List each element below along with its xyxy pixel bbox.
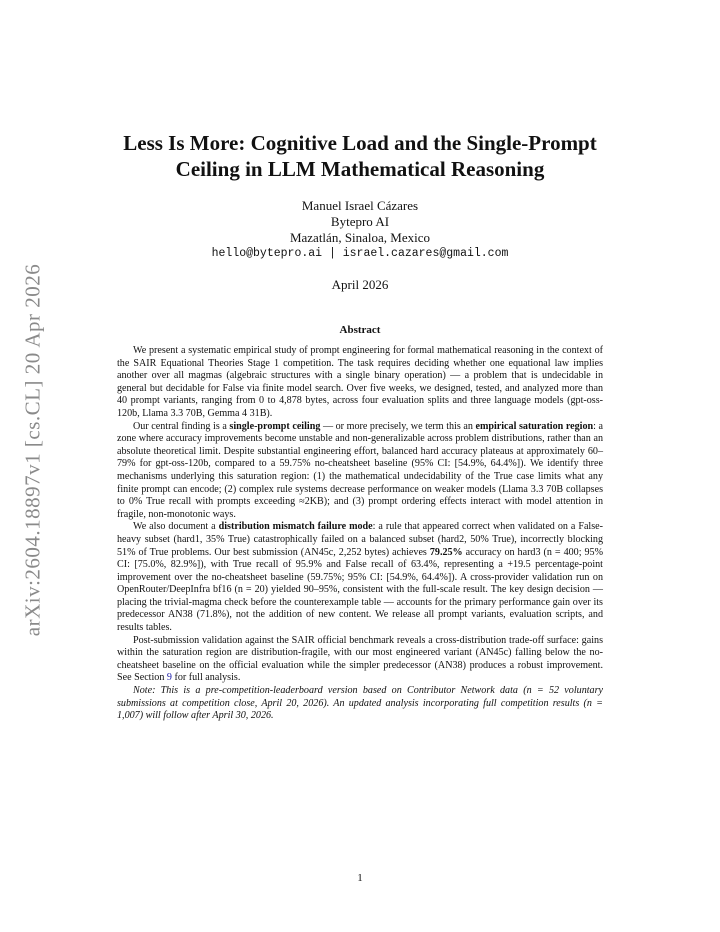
bold-accuracy-value: 79.25% bbox=[429, 546, 463, 558]
title-line-1: Less Is More: Cognitive Load and the Single-Prompt bbox=[123, 131, 597, 155]
abstract-paragraph-3 bbox=[117, 521, 603, 634]
author-affiliation: Bytepro AI bbox=[330, 214, 390, 229]
paper-title bbox=[60, 130, 660, 182]
abstract-text: Post-submission validation against the SAIR official benchmark reveals a cross-distribution trade-off surface: gains within the saturation region are distribution-fragile, with our most engineered variant (AN45c) falling below the no-cheatsheet baseline on the official evaluation while the simpler predecessor (AN38) produces a robust improvement. See Section bbox=[117, 634, 603, 684]
section-reference-link[interactable]: 9 bbox=[166, 672, 172, 684]
author-block bbox=[110, 198, 610, 262]
abstract-paragraph-1: We present a systematic empirical study of prompt engineering for formal mathematical reasoning in the context of the SAIR Equational Theories Stage 1 competition. The task requires deciding whether one equational law implies another over all magmas (algebraic structures with a single binary operation) — a problem that is undecidable in general but decidable for False via finite model search. Over five weeks, we designed, tested, and analyzed more than 40 prompt variants, ranging from 0 to 4,878 bytes, across four evaluation splits and three language models (gpt-oss-120b, Llama 3.3 70B, Gemma 4 31B). bbox=[117, 345, 603, 419]
abstract-text: for full analysis. bbox=[171, 672, 241, 684]
author-location: Mazatlán, Sinaloa, Mexico bbox=[289, 230, 431, 245]
abstract-text: Our central finding is a bbox=[133, 420, 230, 432]
author-emails[interactable]: hello@bytepro.ai | israel.cazares@gmail.com bbox=[211, 247, 509, 260]
bold-term-single-prompt-ceiling: single-prompt ceiling bbox=[229, 420, 321, 432]
abstract-body bbox=[117, 345, 603, 723]
paper-date: April 2026 bbox=[331, 277, 389, 292]
abstract-text: : a rule that appeared correct when validated on a False-heavy subset (hard1, 35% True) catastrophically failed on a balanced subset (hard2, 50% True), incorrectly blocking 51% of True problems. Our best submission (AN45c, 2,252 bytes) achieves bbox=[117, 521, 604, 558]
abstract-text: We also document a bbox=[133, 521, 219, 533]
arxiv-identifier-stamp[interactable]: arXiv:2604.18897v1 [cs.CL] 20 Apr 2026 bbox=[20, 263, 45, 637]
page-number: 1 bbox=[357, 872, 363, 884]
abstract-paragraph-2 bbox=[117, 421, 603, 522]
abstract-text: : a zone where accuracy improvements become unstable and non-generalizable across problem distributions, rather than an absolute theoretical limit. Despite substantial engineering effort, balanced hard accuracy plateaus at approximately 60–79% for gpt-oss-120b, compared to a 59.75% no-cheatsheet baseline (95% CI: [54.9%, 64.4%]). We identify three mechanisms underlying this saturation region: (1) the mathematical undecidability of the True case limits what any finite prompt can encode; (2) complex rule systems decrease performance on weaker models (Llama 3.3 70B collapses to 0% True recall with prompts exceeding ≈2KB); and (3) prompt ordering effects interact with model attention in fragile, non-monotonic ways. bbox=[117, 420, 603, 520]
abstract-paragraph-4 bbox=[117, 635, 603, 685]
abstract-text: — or more precisely, we term this an bbox=[320, 420, 476, 432]
bold-term-saturation-region: empirical saturation region bbox=[475, 420, 594, 432]
abstract-text: accuracy on hard3 (n = 400; 95% CI: [75.0%, 82.9%]), with True recall of 95.9% and False recall of 63.4%, representing a +19.5 percentage-point improvement over the no-cheatsheet baseline (59.75%; 95% CI: [54.9%, 64.4%]). A cross-provider validation run on OpenRouter/DeepInfra bf16 (n = 20) yielded 90–95%, consistent with the full-scale result. The key design decision — placing the trivial-magma check before the counterexample table — accounts for the primary performance gain over its predecessor AN38 (71.8%), not the addition of new content. We release all prompt variants, evaluation scripts, and results tables. bbox=[117, 546, 603, 634]
abstract-note: Note: This is a pre-competition-leaderboard version based on Contributor Network data (n = 52 voluntary submissions at competition close, April 20, 2026). An updated analysis incorporating full competition results (n = 1,007) will follow after April 30, 2026. bbox=[117, 685, 603, 722]
abstract-heading: Abstract bbox=[339, 324, 381, 336]
author-name: Manuel Israel Cázares bbox=[301, 198, 419, 213]
bold-term-distribution-mismatch: distribution mismatch failure mode bbox=[218, 521, 373, 533]
title-line-2: Ceiling in LLM Mathematical Reasoning bbox=[175, 157, 545, 181]
